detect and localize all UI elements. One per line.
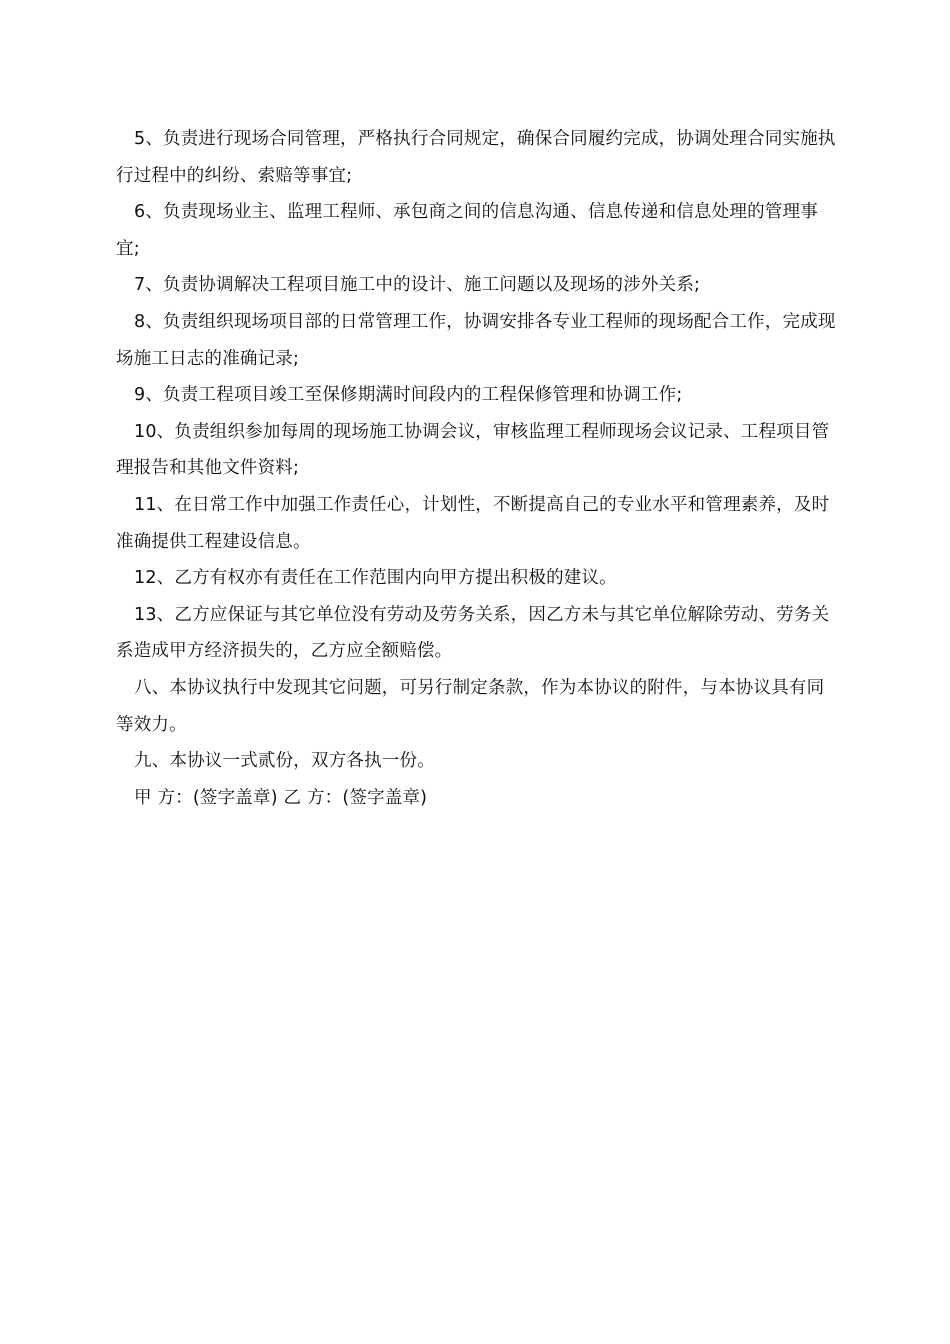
clause-11: 11、在日常工作中加强工作责任心，计划性，不断提高自己的专业水平和管理素养，及时准确提供工程建设信息。 <box>116 494 830 552</box>
article-9: 九、本协议一式贰份，双方各执一份。 <box>134 751 435 772</box>
clause-9: 9、负责工程项目竣工至保修期满时间段内的工程保修管理和协调工作; <box>134 385 683 406</box>
clause-10: 10、负责组织参加每周的现场施工协调会议，审核监理工程师现场会议记录、工程项目管理报告和其他文件资料; <box>116 421 830 479</box>
article-8: 八、本协议执行中发现其它问题，可另行制定条款，作为本协议的附件，与本协议具有同等效力。 <box>116 677 825 735</box>
clause-8: 8、负责组织现场项目部的日常管理工作，协调安排各专业工程师的现场配合工作，完成现场施工日志的准确记录; <box>116 311 836 369</box>
clause-7: 7、负责协调解决工程项目施工中的设计、施工问题以及现场的涉外关系; <box>134 275 701 296</box>
clause-6: 6、负责现场业主、监理工程师、承包商之间的信息沟通、信息传递和信息处理的管理事宜; <box>116 202 818 259</box>
document-body <box>116 121 838 816</box>
clause-12: 12、乙方有权亦有责任在工作范围内向甲方提出积极的建议。 <box>134 568 617 589</box>
clause-5: 5、负责进行现场合同管理，严格执行合同规定，确保合同履约完成，协调处理合同实施执行过程中的纠纷、索赔等事宜; <box>116 129 836 186</box>
clause-13: 13、乙方应保证与其它单位没有劳动及劳务关系，因乙方未与其它单位解除劳动、劳务关系造成甲方经济损失的，乙方应全额赔偿。 <box>116 604 830 662</box>
signature-line: 甲 方：(签字盖章) 乙 方：(签字盖章) <box>134 787 428 808</box>
